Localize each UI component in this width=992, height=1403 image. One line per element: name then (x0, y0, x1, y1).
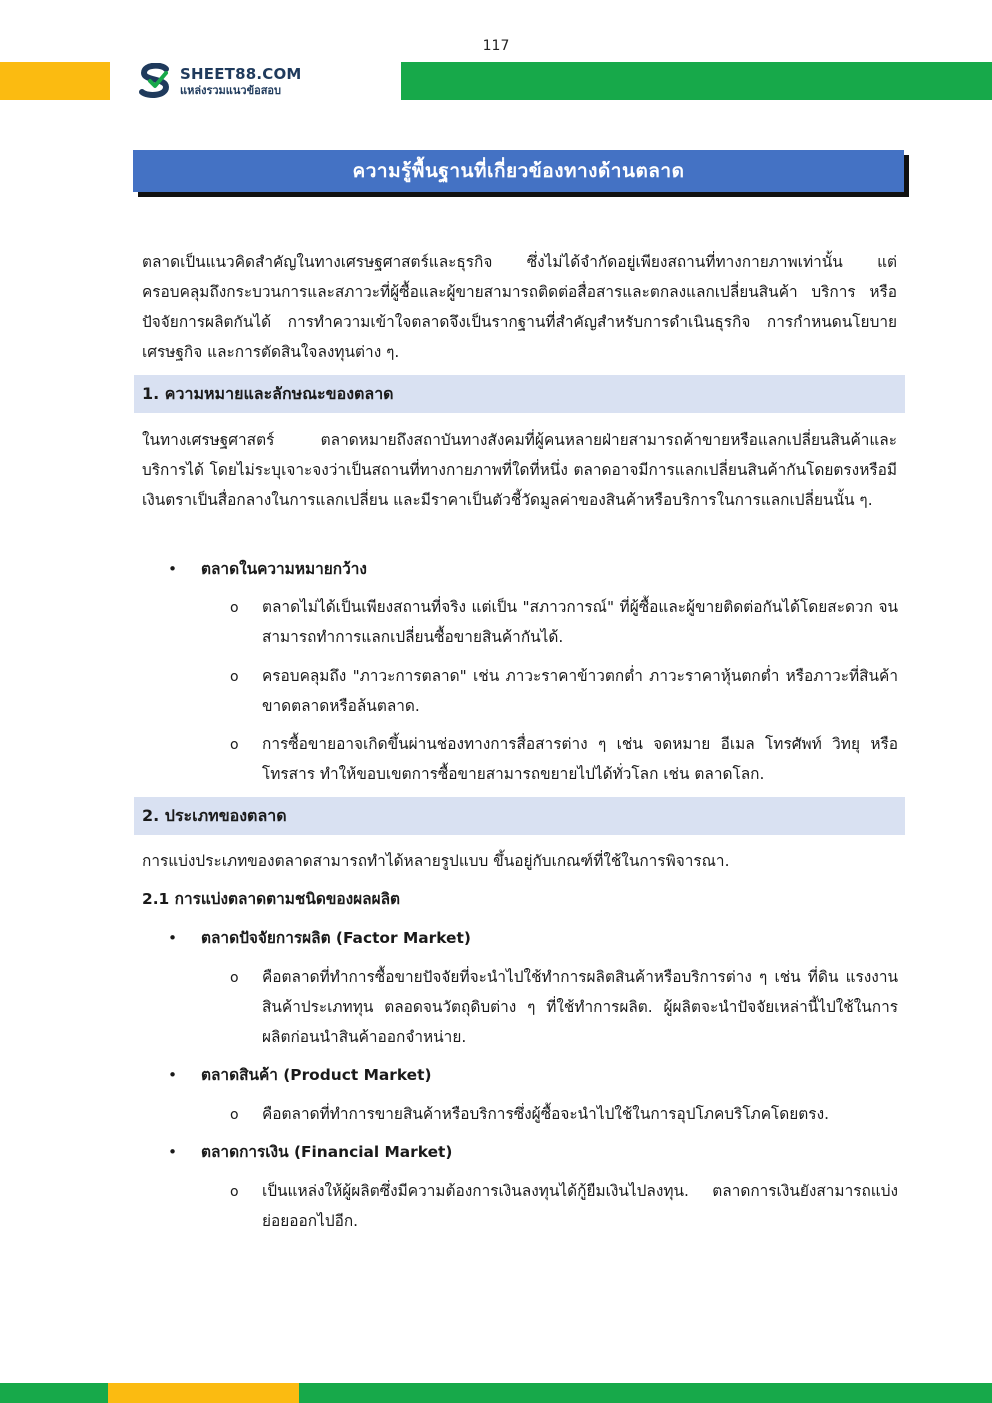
bullet-label: ตลาดการเงิน (Financial Market) (201, 1143, 453, 1161)
bullet-dot-icon: • (168, 1143, 178, 1161)
sub-bullet-item (230, 729, 898, 789)
circle-bullet-icon: o (230, 600, 239, 616)
section-2-intro: การแบ่งประเภทของตลาดสามารถทำได้หลายรูปแบบ ขึ้นอยู่กับเกณฑ์ที่ใช้ในการพิจารณา. (142, 852, 730, 870)
bullet-product-market (168, 1060, 432, 1090)
sub-bullet-text: คือตลาดที่ทำการขายสินค้าหรือบริการซึ่งผู้ซื้อจะนำไปใช้ในการอุปโภคบริโภคโดยตรง. (262, 1105, 829, 1123)
logo-title: SHEET88.COM (180, 64, 302, 83)
circle-bullet-icon: o (230, 669, 239, 685)
sub-bullet-text: คือตลาดที่ทำการซื้อขายปัจจัยที่จะนำไปใช้ทำการผลิตสินค้าหรือบริการต่าง ๆ เช่น ที่ดิน แรงงาน สินค้าประเภททุน ตลอดจนวัตถุดิบต่าง ๆ ที่ใช้ทำการผลิต. ผู้ผลิตจะนำปัจจัยเหล่านี้ไปใช้ในการผลิตก่อนนำสินค้าออกจำหน่าย. (262, 968, 898, 1046)
site-logo[interactable] (136, 63, 302, 99)
circle-bullet-icon: o (230, 737, 239, 753)
sub-bullet-item (230, 592, 898, 652)
sub-bullet-item (230, 1099, 898, 1130)
bullet-label: ตลาดสินค้า (Product Market) (201, 1066, 432, 1084)
footer-bar-yellow (108, 1383, 299, 1403)
sub-bullet-text: เป็นแหล่งให้ผู้ผลิตซึ่งมีความต้องการเงินลงทุนได้กู้ยืมเงินไปลงทุน. ตลาดการเงินยังสามารถแบ่งย่อยออกไปอีก. (262, 1182, 898, 1230)
bullet-dot-icon: • (168, 1066, 178, 1084)
footer-bar-green-left (0, 1383, 108, 1403)
sub-bullet-item (230, 962, 898, 1052)
s-logo-icon (136, 63, 174, 99)
header-bar-yellow (0, 62, 110, 100)
bullet-dot-icon: • (168, 929, 178, 947)
sub-bullet-text: การซื้อขายอาจเกิดขึ้นผ่านช่องทางการสื่อสารต่าง ๆ เช่น จดหมาย อีเมล โทรศัพท์ วิทยุ หรือโทรสาร ทำให้ขอบเขตการซื้อขายสามารถขยายไปได้ทั่วโลก เช่น ตลาดโลก. (262, 735, 898, 783)
section-2-1-heading: 2.1 การแบ่งตลาดตามชนิดของผลผลิต (142, 890, 401, 908)
header-bar-green (401, 62, 992, 100)
sub-bullet-text: ครอบคลุมถึง "ภาวะการตลาด" เช่น ภาวะราคาข้าวตกต่ำ ภาวะราคาหุ้นตกต่ำ หรือภาวะที่สินค้าขาดตลาดหรือล้นตลาด. (262, 667, 898, 715)
page-title: ความรู้พื้นฐานที่เกี่ยวข้องทางด้านตลาด (133, 150, 904, 192)
bullet-broad-meaning (168, 554, 367, 584)
sub-bullet-item (230, 1176, 898, 1236)
sub-bullet-item (230, 661, 898, 721)
section-2-heading: 2. ประเภทของตลาด (134, 797, 905, 835)
bullet-financial-market (168, 1137, 452, 1167)
intro-paragraph: ตลาดเป็นแนวคิดสำคัญในทางเศรษฐศาสตร์และธุรกิจ ซึ่งไม่ได้จำกัดอยู่เพียงสถานที่ทางกายภาพเท่านั้น แต่ครอบคลุมถึงกระบวนการและสภาวะที่ผู้ซื้อและผู้ขายสามารถติดต่อสื่อสารและตกลงแลกเปลี่ยนสินค้า บริการ หรือปัจจัยการผลิตกันได้ การทำความเข้าใจตลาดจึงเป็นรากฐานที่สำคัญสำหรับการดำเนินธุรกิจ การกำหนดนโยบายเศรษฐกิจ และการตัดสินใจลงทุนต่าง ๆ. (142, 253, 897, 361)
bullet-label: ตลาดในความหมายกว้าง (201, 560, 367, 578)
circle-bullet-icon: o (230, 970, 239, 986)
logo-subtitle: แหล่งรวมแนวข้อสอบ (180, 83, 282, 97)
circle-bullet-icon: o (230, 1184, 239, 1200)
sub-bullet-text: ตลาดไม่ได้เป็นเพียงสถานที่จริง แต่เป็น "สภาวการณ์" ที่ผู้ซื้อและผู้ขายติดต่อกันได้โดยสะดวก จนสามารถทำการแลกเปลี่ยนซื้อขายสินค้ากันได้. (262, 598, 898, 646)
bullet-dot-icon: • (168, 560, 178, 578)
page-number: 117 (482, 38, 510, 54)
bullet-label: ตลาดปัจจัยการผลิต (Factor Market) (201, 929, 471, 947)
circle-bullet-icon: o (230, 1107, 239, 1123)
section-1-paragraph: ในทางเศรษฐศาสตร์ ตลาดหมายถึงสถาบันทางสังคมที่ผู้คนหลายฝ่ายสามารถค้าขายหรือแลกเปลี่ยนสินค้าและบริการได้ โดยไม่ระบุเจาะจงว่าเป็นสถานที่ทางกายภาพที่ใดที่หนึ่ง ตลาดอาจมีการแลกเปลี่ยนสินค้ากันโดยตรงหรือมีเงินตราเป็นสื่อกลางในการแลกเปลี่ยน และมีราคาเป็นตัวชี้วัดมูลค่าของสินค้าหรือบริการในการแลกเปลี่ยนนั้น ๆ. (142, 431, 897, 509)
bullet-factor-market (168, 923, 471, 953)
section-1-heading: 1. ความหมายและลักษณะของตลาด (134, 375, 905, 413)
footer-bar-green-right (299, 1383, 992, 1403)
